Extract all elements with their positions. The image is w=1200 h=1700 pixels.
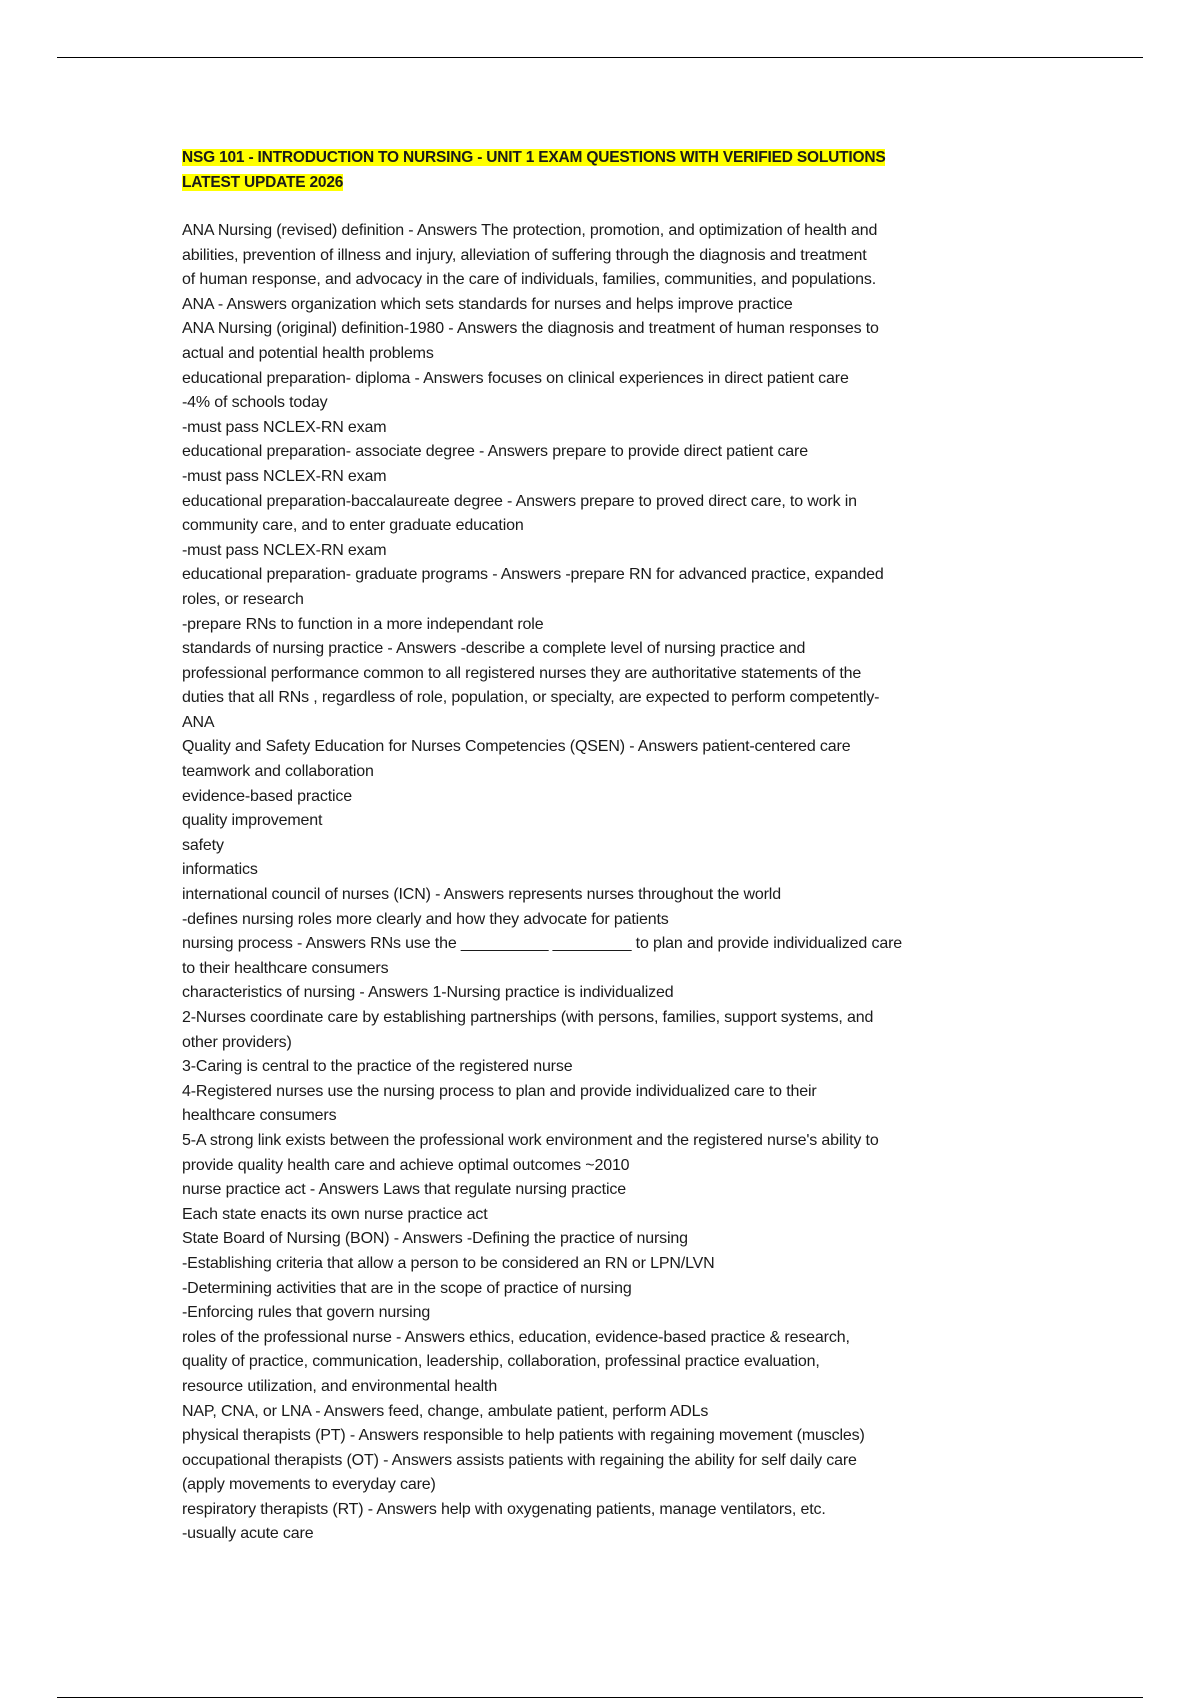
text-line: other providers) [182, 1033, 292, 1051]
text-line: -prepare RNs to function in a more independant role [182, 615, 544, 633]
text-line: ANA Nursing (original) definition-1980 - Answers the diagnosis and treatment of human responses to [182, 320, 879, 338]
text-line: 5-A strong link exists between the professional work environment and the registered nurse's ability to [182, 1131, 879, 1149]
text-line: actual and potential health problems [182, 344, 434, 362]
text-line: ANA [182, 713, 215, 731]
text-line: roles of the professional nurse - Answers ethics, education, evidence-based practice & research, [182, 1328, 850, 1346]
text-line: physical therapists (PT) - Answers responsible to help patients with regaining movement (muscles) [182, 1427, 865, 1445]
text-line: roles, or research [182, 590, 304, 608]
text-line: occupational therapists (OT) - Answers assists patients with regaining the ability for self daily care [182, 1451, 857, 1469]
document-title-line-2: LATEST UPDATE 2026 [182, 173, 344, 191]
text-line: abilities, prevention of illness and injury, alleviation of suffering through the diagnosis and treatment [182, 246, 867, 264]
document-title [182, 146, 1122, 195]
text-line: quality improvement [182, 812, 323, 830]
text-line: of human response, and advocacy in the care of individuals, families, communities, and populations. [182, 271, 876, 289]
text-line: -must pass NCLEX-RN exam [182, 418, 387, 436]
text-line: educational preparation- diploma - Answers focuses on clinical experiences in direct patient care [182, 369, 849, 387]
text-line: characteristics of nursing - Answers 1-Nursing practice is individualized [182, 984, 674, 1002]
text-line: Each state enacts its own nurse practice act [182, 1205, 488, 1223]
text-line: informatics [182, 861, 258, 879]
text-line: community care, and to enter graduate education [182, 517, 524, 535]
text-line: ANA - Answers organization which sets standards for nurses and helps improve practice [182, 295, 793, 313]
text-line: ANA Nursing (revised) definition - Answers The protection, promotion, and optimization of health and [182, 222, 878, 239]
text-line: 2-Nurses coordinate care by establishing partnerships (with persons, families, support systems, and [182, 1009, 874, 1026]
text-line: nursing process - Answers RNs use the __________ _________ to plan and provide individualized care [182, 935, 903, 953]
text-line: provide quality health care and achieve optimal outcomes ~2010 [182, 1156, 630, 1174]
header-rule [57, 57, 1143, 58]
text-line: 3-Caring is central to the practice of the registered nurse [182, 1058, 573, 1076]
text-line: safety [182, 836, 224, 854]
document-body [182, 146, 1122, 1547]
text-line: (apply movements to everyday care) [182, 1476, 436, 1494]
text-line: international council of nurses (ICN) - Answers represents nurses throughout the world [182, 886, 781, 904]
text-line: educational preparation- associate degree - Answers prepare to provide direct patient care [182, 443, 808, 461]
text-line: quality of practice, communication, leadership, collaboration, professinal practice evaluation, [182, 1353, 820, 1371]
text-line: -Enforcing rules that govern nursing [182, 1304, 431, 1322]
text-line: resource utilization, and environmental health [182, 1377, 498, 1395]
text-line: standards of nursing practice - Answers -describe a complete level of nursing practice and [182, 640, 806, 658]
document-title-line-1: NSG 101 - INTRODUCTION TO NURSING - UNIT 1 EXAM QUESTIONS WITH VERIFIED SOLUTIONS [182, 149, 886, 166]
text-line: to their healthcare consumers [182, 959, 389, 977]
document-text [182, 219, 1122, 1547]
text-line: -Determining activities that are in the scope of practice of nursing [182, 1279, 632, 1297]
text-line: -4% of schools today [182, 394, 328, 412]
text-line: duties that all RNs , regardless of role, population, or specialty, are expected to perform competently- [182, 689, 880, 707]
text-line: professional performance common to all registered nurses they are authoritative statements of the [182, 664, 862, 682]
text-line: -Establishing criteria that allow a person to be considered an RN or LPN/LVN [182, 1254, 715, 1272]
text-line: respiratory therapists (RT) - Answers help with oxygenating patients, manage ventilators, etc. [182, 1500, 826, 1518]
text-line: educational preparation-baccalaureate degree - Answers prepare to proved direct care, to work in [182, 492, 857, 510]
text-line: evidence-based practice [182, 787, 352, 805]
text-line: nurse practice act - Answers Laws that regulate nursing practice [182, 1181, 626, 1199]
text-line: -usually acute care [182, 1525, 314, 1543]
text-line: -defines nursing roles more clearly and how they advocate for patients [182, 910, 669, 928]
text-line: educational preparation- graduate programs - Answers -prepare RN for advanced practice, expanded [182, 566, 884, 584]
text-line: -must pass NCLEX-RN exam [182, 541, 387, 559]
text-line: State Board of Nursing (BON) - Answers -Defining the practice of nursing [182, 1230, 688, 1248]
text-line: healthcare consumers [182, 1107, 337, 1125]
text-line: NAP, CNA, or LNA - Answers feed, change, ambulate patient, perform ADLs [182, 1402, 709, 1420]
text-line: teamwork and collaboration [182, 763, 374, 781]
text-line: Quality and Safety Education for Nurses Competencies (QSEN) - Answers patient-centered care [182, 738, 851, 756]
text-line: 4-Registered nurses use the nursing process to plan and provide individualized care to their [182, 1082, 817, 1100]
text-line: -must pass NCLEX-RN exam [182, 467, 387, 485]
footer-rule [57, 1697, 1143, 1698]
